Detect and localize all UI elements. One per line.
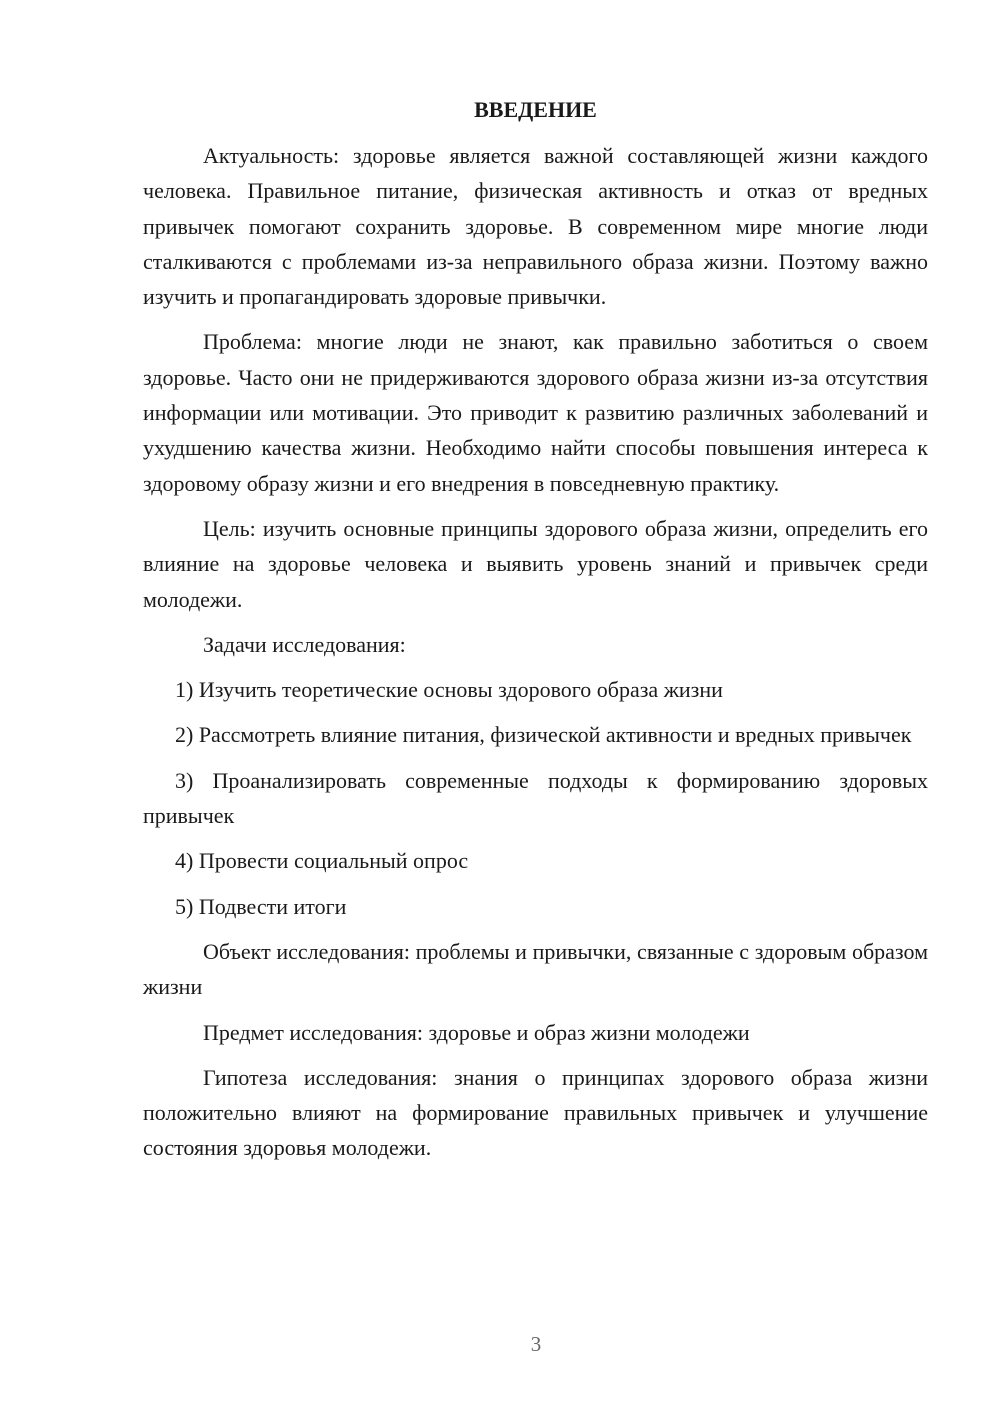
tasks-heading: Задачи исследования: [203,631,406,657]
page-number: 3 [530,1332,542,1356]
task-item: 5) Подвести итоги [175,893,347,919]
document-body [143,94,928,1176]
task-item: 4) Провести социальный опрос [175,848,469,874]
goal-paragraph: Цель: изучить основные принципы здорового образа жизни, определить его влияние на здоровье человека и выявить уровень знаний и привычек среди молодежи. [143,515,928,612]
task-item: 3) Проанализировать современные подходы к формированию здоровых привычек [143,767,928,829]
section-title: ВВЕДЕНИЕ [474,97,597,122]
object-paragraph: Объект исследования: проблемы и привычки, связанные с здоровым образом жизни [143,938,928,1000]
problem-paragraph: Проблема: многие люди не знают, как правильно заботиться о своем здоровье. Часто они не придерживаются здорового образа жизни из-за отсутствия информации или мотивации. Это приводит к развитию различных заболеваний и ухудшению качества жизни. Необходимо найти способы повышения интереса к здоровому образу жизни и его внедрения в повседневную практику. [143,329,928,496]
hypothesis-paragraph: Гипотеза исследования: знания о принципах здорового образа жизни положительно влияют на формирование правильных привычек и улучшение состояния здоровья молодежи. [143,1064,928,1161]
task-item: 2) Рассмотреть влияние питания, физической активности и вредных привычек [175,722,912,748]
task-item: 1) Изучить теоретические основы здорового образа жизни [175,677,723,703]
subject-paragraph: Предмет исследования: здоровье и образ жизни молодежи [203,1019,750,1045]
relevance-paragraph: Актуальность: здоровье является важной составляющей жизни каждого человека. Правильное питание, физическая активность и отказ от вредных привычек помогают сохранить здоровье. В современном мире многие люди сталкиваются с проблемами из-за неправильного образа жизни. Поэтому важно изучить и пропагандировать здоровые привычки. [143,143,928,310]
